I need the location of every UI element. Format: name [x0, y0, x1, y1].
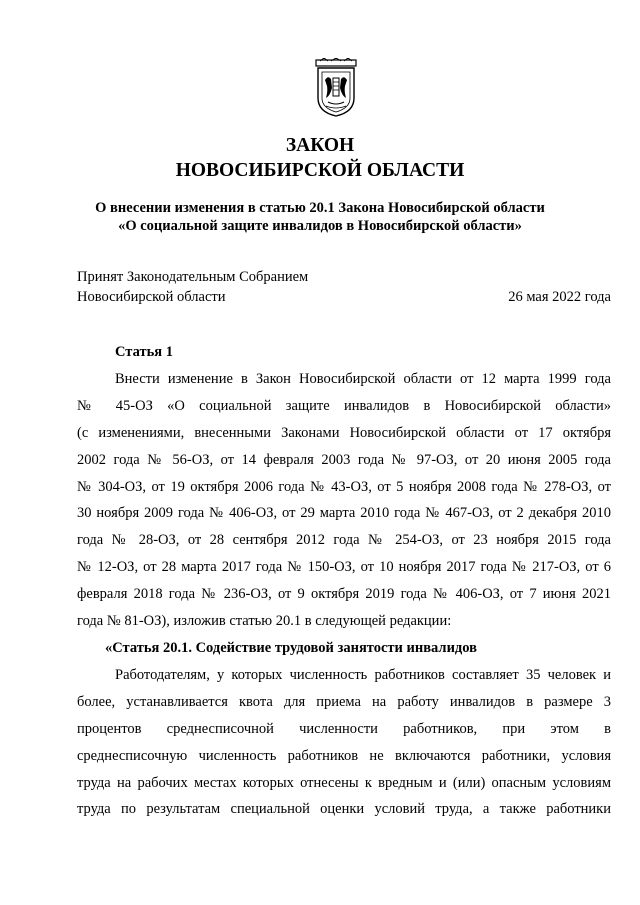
text-line: более, устанавливается квота для приема на работу инвалидов в размере 3: [77, 693, 611, 710]
text-line: труда на рабочих местах которых отнесены к вредным и (или) опасным условиям: [77, 774, 611, 791]
adoption-date: 26 мая 2022 года: [508, 289, 611, 305]
article-20-1-paragraph: [77, 662, 611, 823]
document-title: [0, 133, 640, 183]
document-body: [77, 339, 611, 823]
adoption-block: [77, 267, 611, 307]
article-1-heading: Статья 1: [115, 344, 173, 360]
text-line: труда по результатам специальной оценки условий труда, а также работники: [77, 801, 611, 818]
text-line: среднесписочную численность работников не включаются работники, условия: [77, 747, 611, 764]
text-line: № 304-ОЗ, от 19 октября 2006 года № 43-ОЗ, от 5 ноября 2008 года № 278-ОЗ, от: [77, 478, 611, 495]
text-line: № 45-ОЗ «О социальной защите инвалидов в Новосибирской области»: [77, 397, 611, 414]
title-line-1: ЗАКОН: [285, 135, 355, 156]
text-line: процентов среднесписочной численности работников, при этом в: [77, 720, 611, 737]
article-20-1-heading: «Статья 20.1. Содействие трудовой занятости инвалидов: [105, 639, 477, 656]
text-line: года № 28-ОЗ, от 28 сентября 2012 года № 254-ОЗ, от 23 ноября 2015 года: [77, 532, 611, 549]
text-line: 2002 года № 56-ОЗ, от 14 февраля 2003 года № 97-ОЗ, от 20 июня 2005 года: [77, 451, 611, 468]
article-1-paragraph: [77, 366, 611, 635]
text-line: Внести изменение в Закон Новосибирской области от 12 марта 1999 года: [115, 370, 611, 387]
coat-of-arms-icon: [314, 58, 358, 118]
document-subtitle: [0, 199, 640, 235]
text-line: (с изменениями, внесенными Законами Новосибирской области от 17 октября: [77, 424, 611, 441]
text-line: февраля 2018 года № 236-ОЗ, от 9 октября 2019 года № 406-ОЗ, от 7 июня 2021: [77, 586, 611, 603]
text-line: 30 ноября 2009 года № 406-ОЗ, от 29 марта 2010 года № 467-ОЗ, от 2 декабря 2010: [77, 505, 611, 522]
text-line: Работодателям, у которых численность работников составляет 35 человек и: [115, 666, 611, 683]
text-line: № 12-ОЗ, от 28 марта 2017 года № 150-ОЗ, от 10 ноября 2017 года № 217-ОЗ, от 6: [77, 559, 611, 576]
subtitle-line-1: О внесении изменения в статью 20.1 Закона Новосибирской области: [95, 200, 545, 216]
text-line: года № 81-ОЗ), изложив статью 20.1 в следующей редакции:: [77, 613, 452, 630]
adopted-by-line: Принят Законодательным Собранием: [77, 269, 309, 285]
subtitle-line-2: «О социальной защите инвалидов в Новосибирской области»: [118, 218, 522, 234]
adopted-by-region: Новосибирской области: [77, 289, 226, 305]
title-line-2: НОВОСИБИРСКОЙ ОБЛАСТИ: [175, 160, 465, 181]
